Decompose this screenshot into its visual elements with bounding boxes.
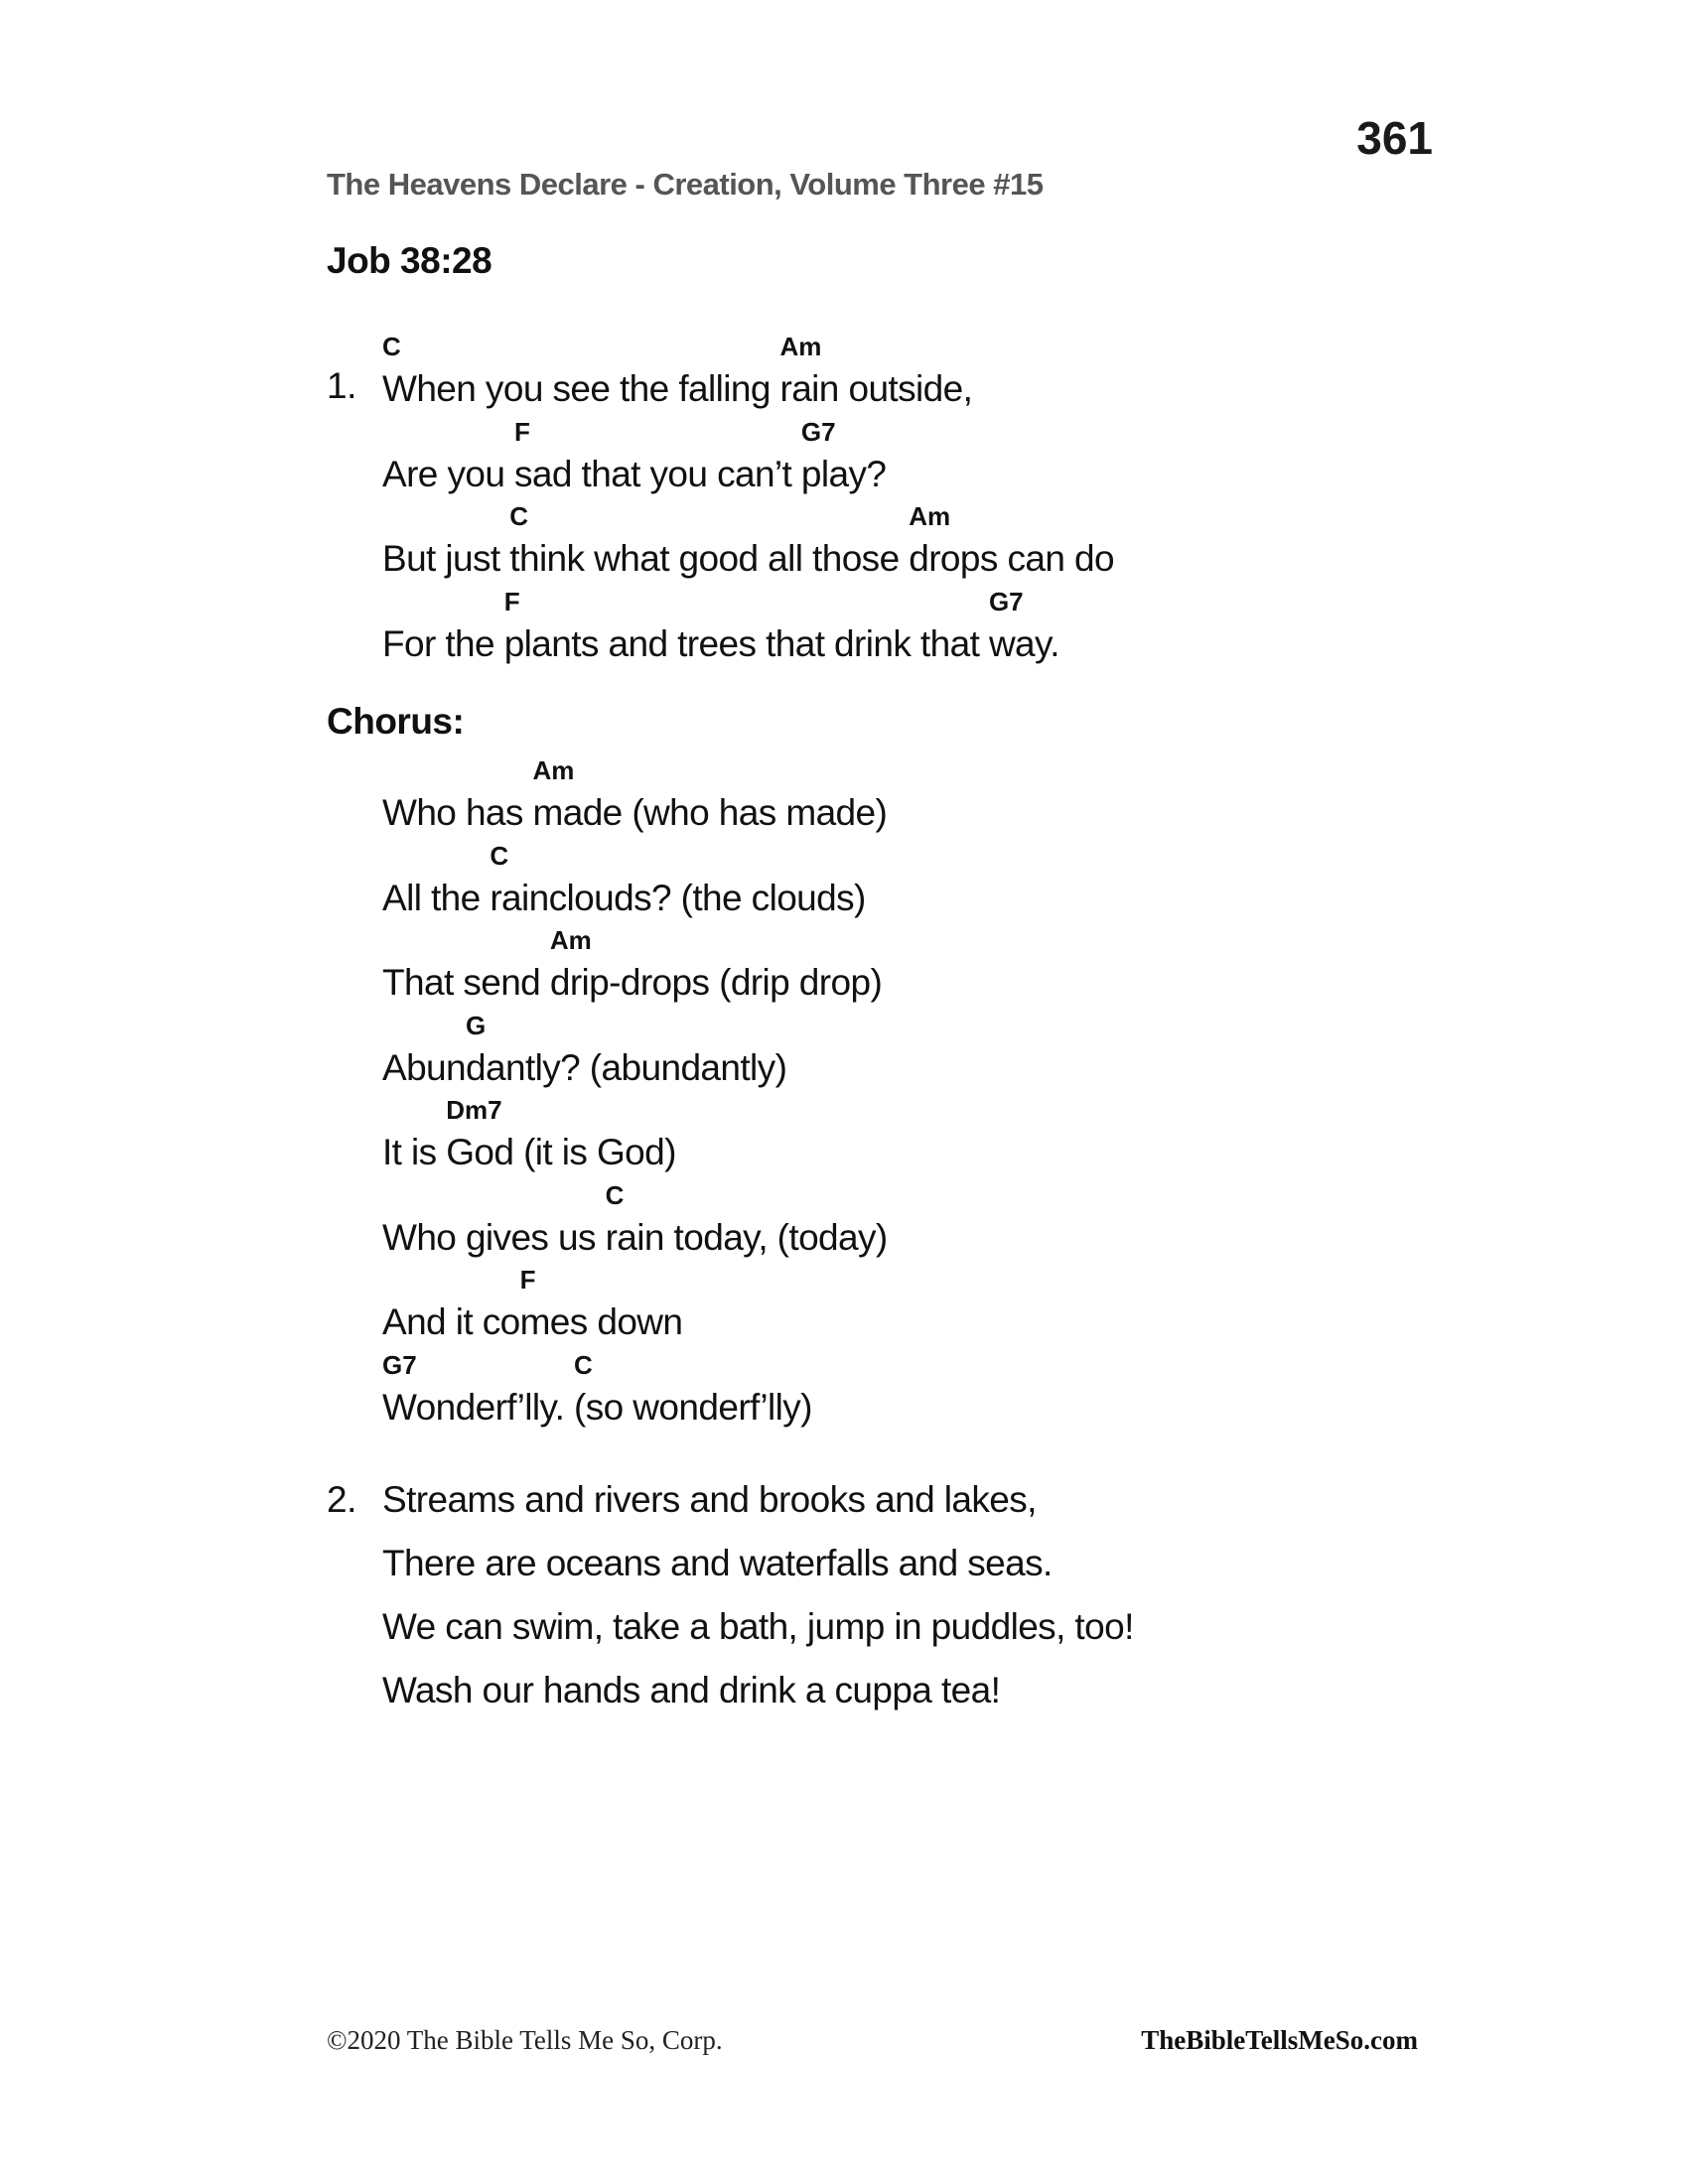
lyric-text: rain outside, (779, 368, 973, 409)
lyric-text: way. (988, 622, 1059, 664)
lyric-text: All the (382, 877, 491, 918)
chord-label (382, 1265, 520, 1295)
lyric-segment (446, 1095, 676, 1179)
verse-number: 1. (327, 364, 356, 406)
chord-label (382, 841, 490, 871)
lyric-text: When you see the falling (382, 368, 780, 409)
lyric-line (327, 417, 1114, 502)
lyric-line (327, 1180, 888, 1266)
chord-label: C (490, 840, 509, 871)
lyric-line (327, 1659, 1134, 1722)
verse-1 (327, 332, 1114, 671)
lyric-line (327, 755, 888, 841)
lyric-text: rainclouds? (the clouds) (490, 877, 866, 918)
lyric-line (327, 1595, 1134, 1659)
chord-label: C (605, 1179, 625, 1210)
lyric-line (327, 587, 1114, 672)
lyric-line (327, 925, 888, 1011)
lyric-segment (382, 1011, 466, 1095)
lyric-line (327, 501, 1114, 587)
chord-label (382, 417, 514, 447)
lyric-text: That send (382, 962, 550, 1003)
lyric-segment (382, 417, 514, 501)
lyric-text: made (who has made) (532, 792, 888, 833)
lyric-segment (989, 587, 1059, 671)
lyric-segment (520, 1265, 683, 1349)
copyright-notice: ©2020 The Bible Tells Me So, Corp. (327, 2025, 723, 2055)
lyric-line (327, 1265, 888, 1350)
chord-label: Am (909, 501, 951, 531)
lyric-text: drip-drops (drip drop) (549, 962, 883, 1003)
lyric-segment (382, 501, 509, 586)
lyric-text: play? (800, 453, 887, 494)
lyric-segment (382, 1180, 606, 1265)
chord-label: Am (532, 755, 575, 785)
chorus-label: Chorus: (327, 701, 465, 742)
lyric-text: Who gives us (382, 1216, 606, 1258)
lyric-line (327, 1468, 1134, 1532)
lyric-line (327, 1011, 888, 1096)
chord-label: C (574, 1349, 593, 1380)
lyric-line (327, 332, 1114, 417)
chord-label (382, 587, 504, 616)
chord-label (382, 1011, 466, 1040)
lyric-segment (382, 587, 504, 671)
lyric-text: Are you (382, 453, 514, 494)
lyric-text: Who has (382, 792, 533, 833)
lyric-text: Wonderf’lly. (382, 1386, 575, 1428)
chord-label: F (503, 586, 520, 616)
chord-label: Am (779, 332, 822, 361)
lyric-text: We can swim, take a bath, jump in puddles, too! (382, 1606, 1134, 1647)
lyric-text: Streams and rivers and brooks and lakes, (382, 1479, 1037, 1520)
chord-label: G7 (988, 586, 1024, 616)
lyric-text: think what good all those (509, 538, 910, 579)
lyric-text: rain today, (today) (605, 1216, 888, 1258)
lyric-segment (550, 925, 882, 1010)
chord-label (382, 755, 533, 785)
lyric-text: sad that you can’t (514, 453, 801, 494)
verse-2 (327, 1468, 1134, 1722)
chord-label: Dm7 (446, 1095, 502, 1125)
lyric-segment (514, 417, 801, 501)
lyric-text: God (it is God) (446, 1132, 676, 1172)
verse-number: 2. (327, 1479, 356, 1520)
lyric-text: But just (382, 538, 510, 579)
chord-label (382, 925, 550, 955)
chord-label: G7 (800, 416, 836, 447)
website-link[interactable]: TheBibleTellsMeSo.com (1141, 2025, 1418, 2055)
lyric-segment (574, 1350, 812, 1434)
lyric-line (327, 1350, 888, 1435)
scripture-reference: Job 38:28 (327, 240, 492, 281)
lyric-text: Abun (382, 1046, 467, 1088)
lyric-segment (606, 1180, 888, 1265)
chord-label: F (514, 416, 530, 447)
chord-label: C (509, 501, 529, 531)
lyric-line (327, 1532, 1134, 1595)
lyric-segment (504, 587, 989, 671)
lyric-segment (382, 841, 490, 925)
chord-label: C (382, 332, 401, 361)
chord-label (382, 501, 509, 531)
chord-label: Am (549, 925, 592, 955)
lyric-text: For the (382, 622, 504, 664)
lyric-text: (so wonderf’lly) (574, 1386, 812, 1428)
lyric-segment (533, 755, 888, 840)
lyric-text: mes down (519, 1301, 683, 1342)
lyric-line (327, 1095, 888, 1180)
chord-label (382, 1095, 446, 1125)
lyric-text: There are oceans and waterfalls and seas. (382, 1543, 1053, 1583)
lyric-segment (779, 332, 972, 416)
page-number: 361 (1356, 112, 1433, 164)
chord-label: F (519, 1265, 536, 1295)
lyric-segment (801, 417, 886, 501)
lyric-text: drops can do (909, 538, 1114, 579)
chord-label: G (466, 1010, 487, 1040)
lyric-segment (382, 925, 550, 1010)
lyric-segment (382, 1095, 446, 1179)
chorus (327, 755, 888, 1434)
lyric-segment (490, 841, 865, 925)
lyric-text: It is (382, 1132, 447, 1172)
lyric-segment (909, 501, 1114, 586)
lyric-segment (382, 755, 533, 840)
lyric-text: Wash our hands and drink a cuppa tea! (382, 1670, 1001, 1710)
lyric-text: plants and trees that drink that (503, 622, 989, 664)
lyric-line (327, 841, 888, 926)
lyric-segment (382, 1265, 520, 1349)
lyric-text: And it co (382, 1301, 520, 1342)
lyric-segment (382, 1350, 574, 1434)
chord-label (382, 1180, 606, 1210)
lyric-segment (466, 1011, 786, 1095)
chord-label: G7 (382, 1349, 417, 1380)
lyric-segment (509, 501, 909, 586)
song-title: The Heavens Declare - Creation, Volume Three #15 (327, 167, 1044, 202)
lyric-segment (382, 332, 779, 416)
lyric-text: dantly? (abundantly) (466, 1046, 787, 1088)
